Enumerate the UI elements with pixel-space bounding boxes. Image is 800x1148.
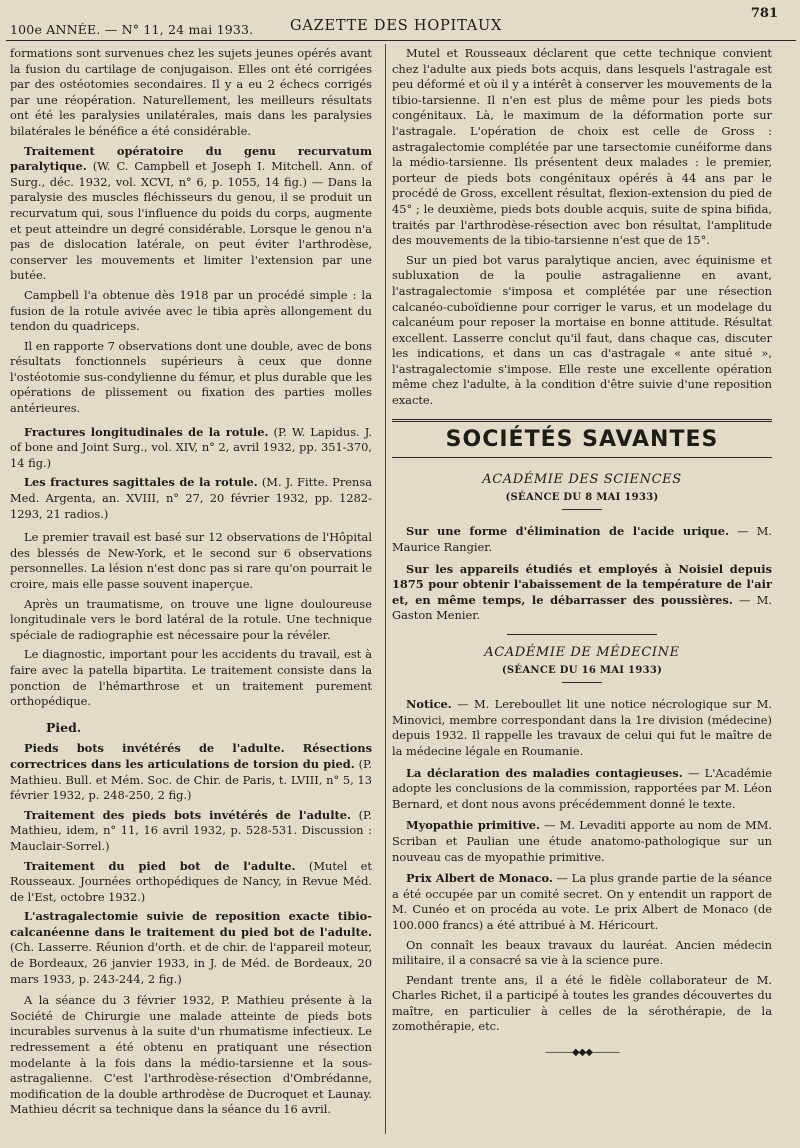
journal-title: GAZETTE DES HOPITAUX [290,18,503,34]
article-title: Fractures longitudinales de la rotule. [24,424,269,439]
paragraph: Il en rapporte 7 observations dont une double, avec de bons résultats fonctionnels supérieurs à ceux que donne l'ostéotomie sus-condylienne du fémur, et plus durable que les opérations de plissement ou fixation des parties molles antérieures. [10,338,372,416]
paragraph: Le diagnostic, important pour les accidents du travail, est à faire avec la patella bipartita. Le traitement consiste dans la ponction de l'hémarthrose et un traitement purement orthopédique. [10,647,372,709]
article-pied-bot-adulte [10,859,372,906]
article-title: Traitement du pied bot de l'adulte. [24,858,296,873]
communication-acide-urique [392,524,772,555]
communication-title: Prix Albert de Monaco. [406,871,553,886]
communication-body: — M. Levaditi apporte au nom de MM. Scriban et Paulian une étude anatomo-pathologique sur un nouveau cas de myopathie primitive. [392,818,772,864]
paragraph: Pendant trente ans, il a été le fidèle collaborateur de M. Charles Richet, il a participé à toutes les grandes découvertes du maître, en particulier à celles de la sérothérapie, de la zomothérapie, etc. [392,972,772,1034]
article-reference: (P. Mathieu. Bull. et Mém. Soc. de Chir. de Paris, t. LVIII, n° 5, 13 février 1932, p. 248-250, 2 fig.) [10,756,373,803]
article-genu-recurvatum [10,144,372,284]
end-ornament: ———◆◆◆——— [544,1047,620,1059]
societes-savantes-heading: SOCIÉTÉS SAVANTES [445,426,719,452]
article-reference: (Mutel et Rousseaux. Journées orthopédiques de Nancy, in Revue Méd. de l'Est, octobre 1932.) [10,858,372,904]
intro-paragraph: formations sont survenues chez les sujets jeunes opérés avant la fusion du cartilage de conjugaison. Elles ont été corrigées par des ostéotomies secondaires. Il y a eu 2 échecs corrigés par une réopération. Naturellement, les meilleurs résultats ont été les paralysies unilatérales, mais dans les paralysies bilatérales le bénéfice a été considérable. [10,46,372,138]
article-reference: (W. C. Campbell et Joseph I. Mitchell. Ann. of Surg., déc. 1932, vol. XCVI, n° 6, p. 1055, 14 fig.) [10,159,372,189]
article-title: Les fractures sagittales de la rotule. [24,475,258,490]
communication-body: — M. Lereboullet lit une notice nécrologique sur M. Minovici, membre correspondant dans la 1re division (médecine) depuis 1932. Il rappelle les travaux de celui qui fut le maître de la médecine légale en Roumanie. [392,697,772,758]
paragraph: Campbell l'a obtenue dès 1918 par un procédé simple : la fusion de la rotule avivée avec le tibia après allongement du tendon du quadriceps. [10,287,372,334]
communication-author: — M. Maurice Rangier. [392,524,772,555]
separator-rule [507,634,657,635]
article-fractures-sagittales [10,475,372,522]
article-traitement-pieds-bots [10,808,372,855]
article-title: Traitement des pieds bots invétérés de l'adulte. [24,807,352,822]
article-reference: (P. Mathieu, idem, n° 11, 16 avril 1932, p. 528-531. Discussion : Mauclair-Sorrel.) [10,807,372,853]
article-astragalectomie [10,909,372,987]
communication-myopathie [392,818,772,865]
article-reference: (Ch. Lasserre. Réunion d'orth. et de chir. de l'appareil moteur, de Bordeaux, 26 janvier 1933, in J. de Méd. de Bordeaux, 20 mars 1933, p. 243-244, 2 fig.) [10,940,372,986]
communication-maladies-contagieuses [392,766,772,813]
academie-medecine-heading: ACADÉMIE DE MÉDECINE [484,645,680,660]
article-fractures-longitudinales [10,425,372,472]
header-rule [6,40,796,41]
paragraph: Après un traumatisme, on trouve une ligne douloureuse longitudinale vers le bord latéral de la rotule. Une technique spéciale de radiographie est nécessaire pour la révéler. [10,596,372,642]
communication-prix-monaco [392,871,772,933]
paragraph: A la séance du 3 février 1932, P. Mathieu présente à la Société de Chirurgie une malade atteinte de pieds bots incurables survenus à la suite d'un rhumatisme infectieux. Le redressement a été obtenu en pratiquant une résection modelante à la fois dans la médio-tarsienne et la sous-astragalienne. C'est l'arthrodèse-résection d'Ombrédanne, modification de la double arthrodèse de Ducroquet et Launay. Mathieu décrit sa technique dans la séance du 16 avril. [10,993,372,1117]
page-header [6,4,796,37]
section-heading-pied: Pied. [46,719,82,735]
seance-date: (SÉANCE DU 16 MAI 1933) [501,664,663,676]
paragraph: On connaît les beaux travaux du lauréat. Ancien médecin militaire, il a consacré sa vie à la science pure. [392,937,772,968]
communication-title: Notice. [406,697,452,712]
section-double-rule [392,419,772,422]
paragraph: Le premier travail est basé sur 12 observations de l'Hôpital des blessés de New-York, et le second sur 6 observations personnelles. La lésion n'est donc pas si rare qu'on pourrait le croire, mais elle passe souvent inaperçue. [10,530,372,591]
article-body: — Dans la paralysie des muscles fléchisseurs du genou, il se produit un recurvatum qui, sous l'influence du poids du corps, augmente et peut atteindre un degré considérable. Lorsque le genou n'a pas de dislocation latérale, on peut éviter l'arthrodèse, conserver les mouvements et limiter l'extension par une butée. [10,174,372,283]
communication-body: — La plus grande partie de la séance a été occupée par un comité secret. On y entendit un rapport de M. Cunéo et on procéda au vote. Le prix Albert de Monaco (de 100.000 francs) a été attribué à M. Héricourt. [392,871,772,932]
communication-title: Myopathie primitive. [406,818,540,833]
section-rule [392,457,772,458]
article-title: Traitement opératoire du genu recurvatum paralytique. [10,143,372,174]
paragraph: Sur un pied bot varus paralytique ancien, avec équinisme et subluxation de la poulie astragalienne en avant, l'astragalectomie s'imposa et complétée par une résection calcanéo-cuboïdienne pour corriger le varus, et un modelage du calcanéum pour reposer la mortaise en bonne attitude. Résultat excellent. Lasserre conclut qu'il faut, dans chaque cas, discuter les indications, et dans un cas d'astragale « ante situé », l'astragalectomie s'impose. Elle reste une excellente opération même chez l'adulte, à la condition d'être suivie d'une reposition exacte. [392,252,772,408]
article-pieds-bots-resections [10,741,372,803]
short-rule [562,509,602,510]
academie-sciences-heading: ACADÉMIE DES SCIENCES [482,472,682,488]
issue-info: 100e ANNÉE. — N° 11, 24 mai 1933. [10,22,254,37]
communication-body: — L'Académie adopte les conclusions de la commission, rapportées par M. Léon Bernard, et dont nous avons précédemment donné le texte. [392,765,772,811]
communication-title: La déclaration des maladies contagieuses. [406,765,683,780]
seance-date: (SÉANCE DU 8 MAI 1933) [505,491,659,503]
right-column [392,46,772,1061]
left-column [10,46,372,1122]
short-rule [562,682,602,683]
communication-notice [392,697,772,759]
article-reference: (M. J. Fitte. Prensa Med. Argenta, an. XVIII, n° 27, 20 février 1932, pp. 1282-1293, 21 radios.) [10,475,373,521]
article-title: L'astragalectomie suivie de reposition exacte tibio-calcanéenne dans le traitement du pied bot de l'adulte. [10,909,372,939]
page-number: 781 [750,6,778,21]
communication-title: Sur une forme d'élimination de l'acide urique. [406,524,729,539]
paragraph: Mutel et Rousseaux déclarent que cette technique convient chez l'adulte aux pieds bots acquis, dans lesquels l'astragale est peu déformé et où il y a intérêt à conserver les mouvements de la tibio-tarsienne. Il n'en est plus de même pour les pieds bots congénitaux. Là, le maximum de la déformation porte sur l'astragale. L'opération de choix est celle de Gross : astragalectomie complétée par une tarsectomie cunéiforme dans la médio-tarsienne. Ils présentent deux malades : le premier, porteur de pieds bots congénitaux opérés à 44 ans par le procédé de Gross, excellent résultat, flexion-extension du pied de 45° ; le deuxième, pieds bots double acquis, suite de spina bifida, traités par l'arthrodèse-résection avec bon résultat, l'amplitude des mouvements de la tibio-tarsienne n'est que de 15°. [392,46,772,248]
communication-title: Sur les appareils étudiés et employés à Noisiel depuis 1875 pour obtenir l'abaissement de la température de l'air et, en même temps, le débarrasser des poussières. [392,561,772,607]
communication-noisiel [392,562,772,624]
column-divider [385,44,386,1134]
article-title: Pieds bots invétérés de l'adulte. Résections correctrices dans les articulations de torsion du pied. [10,741,372,771]
communication-author: — M. Gaston Menier. [392,592,772,623]
article-reference: (P. W. Lapidus. J. of bone and Joint Surg., vol. XIV, n° 2, avril 1932, pp. 351-370, 14 fig.) [10,424,373,470]
